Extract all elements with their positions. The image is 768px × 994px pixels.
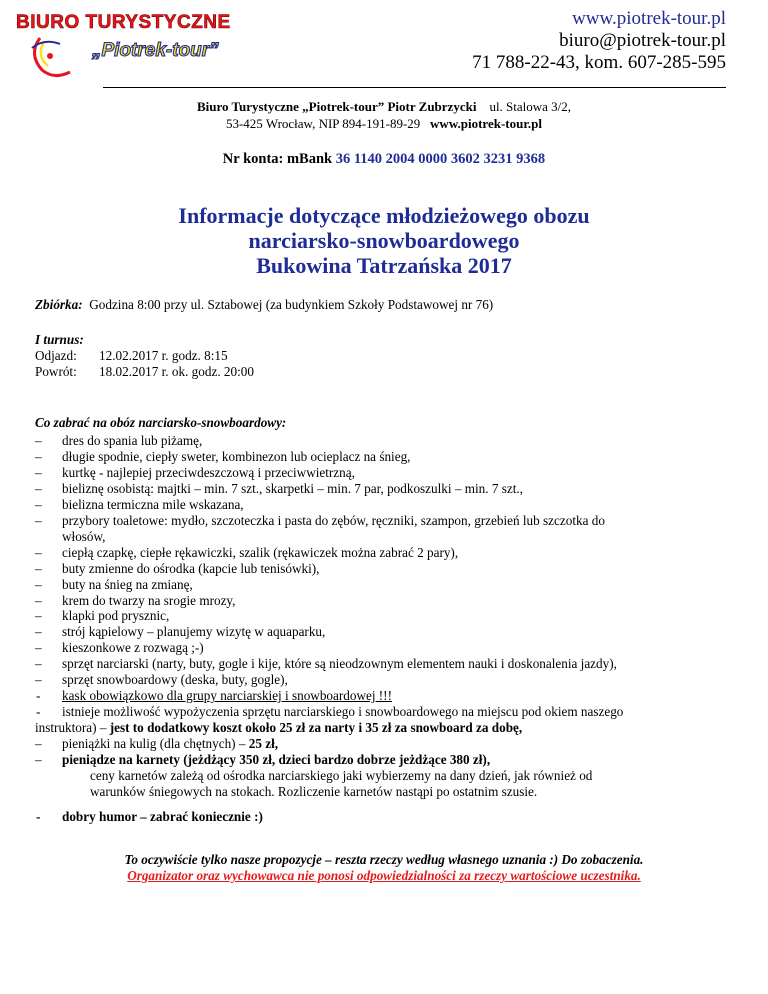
list-item-continuation: włosów, bbox=[62, 528, 106, 544]
turnus-label: I turnus: bbox=[35, 332, 84, 347]
list-item: – bieliznę osobistą: majtki – min. 7 szt., skarpetki – min. 7 par, podkoszulki – min. 7 szt., bbox=[35, 480, 523, 496]
list-item-humor: - dobry humor – zabrać koniecznie :) bbox=[36, 808, 263, 824]
list-item-kulig: – pieniążki na kulig (dla chętnych) – 25 zł, bbox=[35, 736, 279, 752]
list-item: – dres do spania lub piżamę, bbox=[35, 433, 203, 448]
contact-website-link[interactable]: www.piotrek-tour.pl bbox=[572, 8, 726, 29]
company-name: Biuro Turystyczne „Piotrek-tour” Piotr Zubrzycki bbox=[196, 99, 477, 114]
list-item: – buty na śnieg na zmianę, bbox=[35, 576, 193, 592]
list-item: – klapki pod prysznic, bbox=[35, 608, 170, 624]
return-value: 18.02.2017 r. ok. godz. 20:00 bbox=[99, 364, 254, 379]
karnety-note-line1: ceny karnetów zależą od ośrodka narciarskiego jaki wybierzemy na dany dzień, jak również od bbox=[90, 768, 593, 784]
turnus-info bbox=[35, 332, 735, 380]
list-item: – kurtkę - najlepiej przeciwdeszczową i przeciwwietrzną, bbox=[35, 464, 355, 480]
list-item: – bielizna termiczna mile wskazana, bbox=[35, 496, 244, 512]
contact-email-link[interactable]: biuro@piotrek-tour.pl bbox=[559, 30, 726, 51]
bank-account-label: Nr konta: mBank bbox=[222, 151, 333, 167]
list-item: – strój kąpielowy – planujemy wizytę w aquaparku, bbox=[35, 624, 326, 640]
list-item-rental: - istnieje możliwość wypożyczenia sprzętu narciarskiego i snowboardowego na miejscu pod okiem naszego bbox=[36, 704, 624, 720]
list-item: – ciepłą czapkę, ciepłe rękawiczki, szalik (rękawiczek można zabrać 2 pary), bbox=[35, 544, 459, 560]
title-line3: Bukowina Tatrzańska 2017 bbox=[256, 253, 512, 278]
list-item-helmet: - kask obowiązkowo dla grupy narciarskiej i snowboardowej !!! bbox=[36, 688, 392, 704]
list-item: – przybory toaletowe: mydło, szczoteczka i pasta do zębów, ręczniki, szampon, grzebień lub szczotka do bbox=[35, 512, 605, 528]
list-item: – krem do twarzy na srogie mrozy, bbox=[35, 592, 236, 608]
meeting-text: Godzina 8:00 przy ul. Sztabowej (za budynkiem Szkoły Podstawowej nr 76) bbox=[89, 297, 494, 312]
departure-value: 12.02.2017 r. godz. 8:15 bbox=[99, 348, 228, 363]
company-city-nip: 53-425 Wrocław, NIP 894-191-89-29 bbox=[225, 116, 421, 131]
closing-line1: To oczywiście tylko nasze propozycje – reszta rzeczy według własnego uznania :) Do zobaczenia. bbox=[124, 852, 644, 867]
contact-phone: 71 788-22-43, kom. 607-285-595 bbox=[472, 52, 726, 73]
karnety-note-line2: warunków śniegowych na stokach. Rozliczenie karnetów nastąpi po ostatnim szusie. bbox=[90, 783, 538, 799]
list-item: – sprzęt snowboardowy (deska, buty, gogle), bbox=[35, 672, 288, 688]
bank-account-number: 36 1140 2004 0000 3602 3231 9368 bbox=[335, 151, 546, 167]
contact-block bbox=[472, 8, 726, 74]
company-logo bbox=[10, 8, 310, 84]
list-item: – buty zmienne do ośrodka (kapcie lub tenisówki), bbox=[35, 560, 320, 576]
bank-account bbox=[0, 151, 768, 168]
header-divider bbox=[103, 87, 726, 88]
title-line1: Informacje dotyczące młodzieżowego obozu bbox=[178, 203, 590, 228]
departure-label: Odjazd: bbox=[35, 348, 77, 363]
logo-text-line1: BIURO TURYSTYCZNE bbox=[16, 12, 231, 33]
title-line2: narciarsko-snowboardowego bbox=[248, 228, 520, 253]
list-item: – sprzęt narciarski (narty, buty, gogle i kije, które są nieodzownym elementem nauki i doskonalenia jazdy), bbox=[35, 656, 617, 672]
company-street: ul. Stalowa 3/2, bbox=[489, 99, 572, 114]
meeting-label: Zbiórka: bbox=[35, 297, 83, 312]
closing-notes bbox=[0, 852, 768, 884]
company-info bbox=[0, 98, 768, 132]
list-item-karnety: – pieniądze na karnety (jeżdżący 350 zł, dzieci bardzo dobrze jeżdżące 380 zł), bbox=[35, 752, 491, 768]
list-item: – długie spodnie, ciepły sweter, kombinezon lub ocieplacz na śnieg, bbox=[35, 448, 411, 464]
liability-disclaimer: Organizator oraz wychowawca nie ponosi odpowiedzialności za rzeczy wartościowe uczestnika. bbox=[127, 868, 641, 883]
document-title bbox=[0, 203, 768, 278]
packing-heading: Co zabrać na obóz narciarsko-snowboardowy: bbox=[35, 415, 287, 430]
company-website-link[interactable]: www.piotrek-tour.pl bbox=[430, 116, 543, 131]
logo-swirl-icon bbox=[32, 38, 70, 76]
logo-text-line2: „Piotrek-tour” bbox=[92, 40, 219, 61]
packing-list bbox=[35, 433, 740, 825]
meeting-point bbox=[35, 297, 735, 313]
list-item: – kieszonkowe z rozwagą ;-) bbox=[35, 640, 204, 656]
return-label: Powrót: bbox=[35, 364, 77, 379]
list-item-rental-continuation: instruktora) – jest to dodatkowy koszt około 25 zł za narty i 35 zł za snowboard za dobę, bbox=[35, 720, 523, 736]
